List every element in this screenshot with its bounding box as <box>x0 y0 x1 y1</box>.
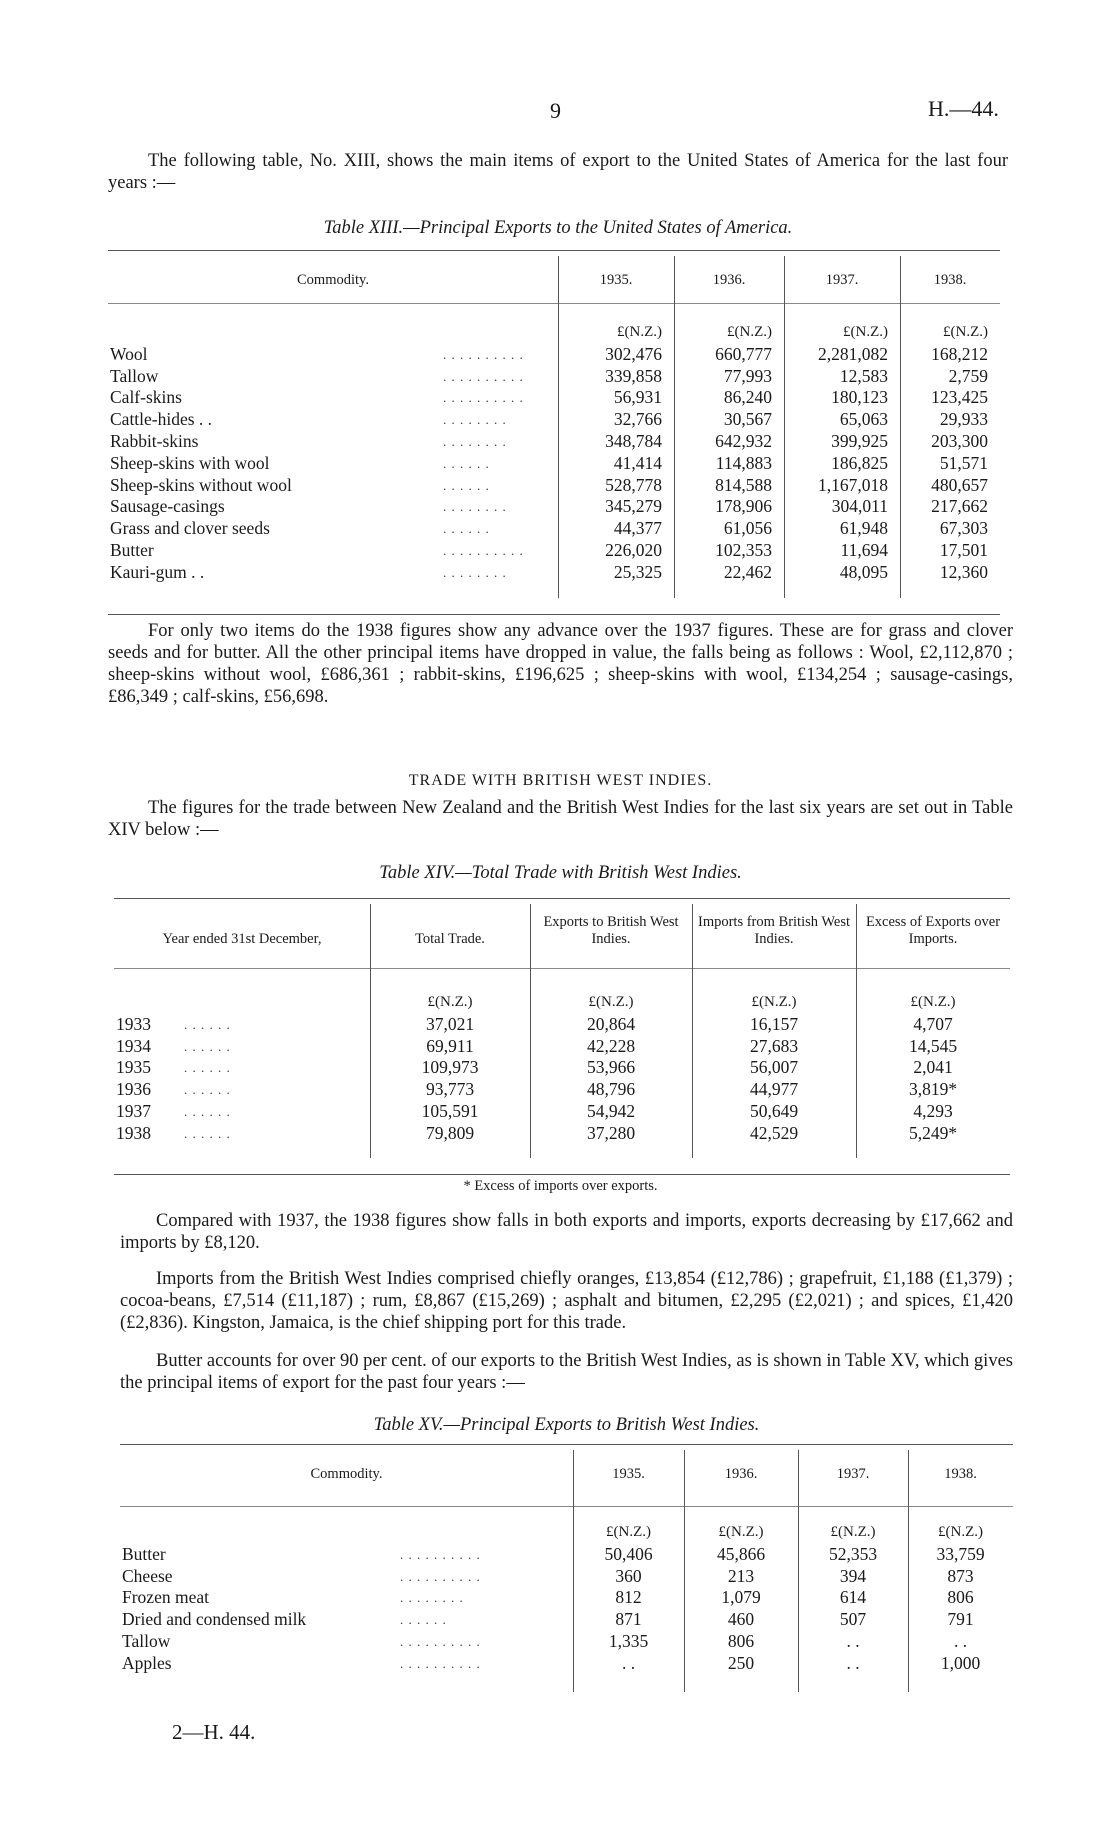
commodity-name: Calf-skins <box>110 387 182 408</box>
commodity-name: Cattle-hides . . <box>110 409 213 430</box>
value-cell: 109,973 <box>421 1057 479 1078</box>
commodity-name: Butter <box>122 1543 166 1564</box>
leader-dots: . . . . . . . . . . <box>443 390 524 406</box>
year-cell: 1933 <box>116 1013 151 1034</box>
leader-dots: . . . . . . . . <box>443 433 507 449</box>
table-row <box>120 1609 1013 1631</box>
table-row <box>114 992 1010 1014</box>
leader-dots: . . . . . . <box>184 1082 231 1098</box>
value-cell: 2,759 <box>948 365 988 386</box>
unit-label: £(N.Z.) <box>843 324 888 340</box>
unit-label: £(N.Z.) <box>751 994 797 1010</box>
year-cell: 1936 <box>116 1079 151 1100</box>
commodity-name: Frozen meat <box>122 1587 209 1608</box>
value-cell: 250 <box>727 1652 755 1673</box>
table-xiii-col-1938: 1938. <box>933 272 967 288</box>
value-cell: . . <box>846 1630 860 1651</box>
value-cell: 507 <box>839 1609 867 1630</box>
value-cell: 102,353 <box>715 539 772 560</box>
value-cell: 1,167,018 <box>818 474 888 495</box>
table-row <box>120 1631 1013 1653</box>
value-cell: 27,683 <box>749 1035 799 1056</box>
value-cell: 86,240 <box>723 387 772 408</box>
document-reference: H.—44. <box>928 96 999 121</box>
leader-dots: . . . . . . . . . . <box>400 1568 481 1584</box>
leader-dots: . . . . . . . . <box>400 1590 464 1606</box>
table-row <box>114 1036 1010 1058</box>
value-cell: 77,993 <box>723 365 772 386</box>
leader-dots: . . . . . . <box>184 1125 231 1141</box>
unit-label: £(N.Z.) <box>938 1524 983 1540</box>
table-xv-col-1938: 1938. <box>944 1466 977 1482</box>
value-cell: 304,011 <box>831 496 888 517</box>
value-cell: 178,906 <box>715 496 772 517</box>
value-cell: 2,041 <box>913 1057 953 1078</box>
value-cell: 4,707 <box>913 1013 953 1034</box>
value-cell: . . <box>953 1630 968 1651</box>
table-row <box>108 431 1000 453</box>
value-cell: 806 <box>727 1630 755 1651</box>
table-xiii-commentary: For only two items do the 1938 figures show any advance over the 1937 figures. These are for grass and clover seeds and for butter. All the other principal items have dropped in value, the falls being as follows : Wool, £2,112,870 ; sheep-skins without wool, £686,361 ; rabbit-skins, £196,625 ; sheep-skins with wool, £134,254 ; sausage-casings, £86,349 ; calf-skins, £56,698. <box>108 621 1013 707</box>
unit-label: £(N.Z.) <box>910 994 956 1010</box>
value-cell: 69,911 <box>426 1035 474 1056</box>
table-xiii-caption: Table XIII.—Principal Exports to the United States of America. <box>323 218 793 238</box>
value-cell: 806 <box>947 1587 974 1608</box>
value-cell: 65,063 <box>839 409 888 430</box>
leader-dots: . . . . . . . . . . <box>400 1633 481 1649</box>
value-cell: 203,300 <box>931 430 988 451</box>
value-cell: 123,425 <box>931 387 988 408</box>
value-cell: 12,583 <box>839 365 888 386</box>
leader-dots: . . . . . . <box>184 1038 231 1054</box>
value-cell: 51,571 <box>939 452 988 473</box>
table-xiv-col-imports: Imports from British West Indies. <box>697 914 851 947</box>
commodity-name: Rabbit-skins <box>110 430 199 451</box>
value-cell: 791 <box>947 1609 974 1630</box>
table-row <box>108 518 1000 540</box>
table-row <box>114 1014 1010 1036</box>
unit-label: £(N.Z.) <box>588 994 634 1010</box>
commodity-name: Sheep-skins without wool <box>110 474 292 495</box>
value-cell: 302,476 <box>605 343 662 364</box>
value-cell: 4,293 <box>913 1100 953 1121</box>
value-cell: 17,501 <box>939 539 988 560</box>
table-xv-header-rule <box>120 1506 1013 1507</box>
leader-dots: . . . . . . . . . . <box>443 368 524 384</box>
table-xiii-col-1936: 1936. <box>712 272 746 288</box>
leader-dots: . . . . . . <box>443 521 490 537</box>
commodity-name: Grass and clover seeds <box>110 518 270 539</box>
table-row <box>108 344 1000 366</box>
table-row <box>108 540 1000 562</box>
leader-dots: . . . . . . <box>184 1060 231 1076</box>
table-xiv-bottom-rule <box>114 1174 1010 1175</box>
table-row <box>108 409 1000 431</box>
imports-paragraph: Imports from the British West Indies comprised chiefly oranges, £13,854 (£12,786) ; grapefruit, £1,188 (£1,379) ; cocoa-beans, £7,514 (£11,187) ; rum, £8,867 (£15,269) ; asphalt and bitumen, £2,295 (£2,021) ; and spices, £1,420 (£2,836). Kingston, Jamaica, is the chief shipping port for this trade. <box>120 1269 1013 1333</box>
table-xiii-body <box>108 322 1000 584</box>
value-cell: 528,778 <box>605 474 662 495</box>
value-cell: 213 <box>727 1565 755 1586</box>
value-cell: 44,377 <box>613 518 662 539</box>
value-cell: 33,759 <box>936 1543 985 1564</box>
value-cell: 48,796 <box>586 1079 636 1100</box>
value-cell: 660,777 <box>715 343 772 364</box>
table-row <box>114 1057 1010 1079</box>
value-cell: 1,000 <box>940 1652 981 1673</box>
value-cell: 61,056 <box>723 518 772 539</box>
table-xiii-col-1935: 1935. <box>599 272 633 288</box>
table-xiv-col-total: Total Trade. <box>415 931 485 947</box>
value-cell: 642,932 <box>715 430 772 451</box>
leader-dots: . . . . . . . . . . <box>400 1546 481 1562</box>
value-cell: 42,529 <box>749 1122 799 1143</box>
page-signature: 2—H. 44. <box>172 1720 256 1744</box>
value-cell: 37,021 <box>425 1013 475 1034</box>
unit-label: £(N.Z.) <box>617 324 662 340</box>
year-cell: 1938 <box>116 1122 151 1143</box>
value-cell: 16,157 <box>749 1013 799 1034</box>
value-cell: 114,883 <box>715 452 772 473</box>
year-cell: 1937 <box>116 1100 151 1121</box>
value-cell: 814,588 <box>715 474 772 495</box>
value-cell: . . <box>846 1652 860 1673</box>
value-cell: 56,007 <box>749 1057 799 1078</box>
value-cell: 25,325 <box>613 561 662 582</box>
table-row <box>120 1587 1013 1609</box>
value-cell: 14,545 <box>908 1035 958 1056</box>
leader-dots: . . . . . . <box>400 1612 447 1628</box>
value-cell: 93,773 <box>425 1079 475 1100</box>
commodity-name: Kauri-gum . . <box>110 561 205 582</box>
table-xv-col-1935: 1935. <box>612 1466 645 1482</box>
value-cell: 460 <box>727 1609 755 1630</box>
table-xiv-col-year: Year ended 31st December, <box>162 931 322 947</box>
year-cell: 1935 <box>116 1057 151 1078</box>
commodity-name: Sheep-skins with wool <box>110 452 270 473</box>
commodity-name: Apples <box>122 1652 172 1673</box>
unit-label: £(N.Z.) <box>606 1524 651 1540</box>
commodity-name: Dried and condensed milk <box>122 1609 307 1630</box>
table-row <box>120 1544 1013 1566</box>
unit-label: £(N.Z.) <box>718 1524 764 1540</box>
value-cell: 2,281,082 <box>818 343 888 364</box>
table-row <box>108 366 1000 388</box>
leader-dots: . . . . . . . . <box>443 412 507 428</box>
table-xiv-body <box>114 992 1010 1145</box>
commodity-name: Sausage-casings <box>110 496 225 517</box>
leader-dots: . . . . . . . . . . <box>400 1655 481 1671</box>
unit-label: £(N.Z.) <box>427 994 473 1010</box>
value-cell: 345,279 <box>605 496 662 517</box>
value-cell: 348,784 <box>605 430 662 451</box>
value-cell: 3,819* <box>908 1079 958 1100</box>
table-row <box>114 1101 1010 1123</box>
value-cell: 226,020 <box>605 539 662 560</box>
leader-dots: . . . . . . . . <box>443 499 507 515</box>
value-cell: 30,567 <box>723 409 772 430</box>
value-cell: 53,966 <box>586 1057 636 1078</box>
table-xiv-footnote: * Excess of imports over exports. <box>463 1178 658 1194</box>
butter-paragraph: Butter accounts for over 90 per cent. of our exports to the British West Indies, as is shown in Table XV, which gives the principal items of export for the past four years :— <box>120 1351 1013 1393</box>
value-cell: 22,462 <box>723 561 772 582</box>
table-row <box>108 387 1000 409</box>
value-cell: 56,931 <box>613 387 662 408</box>
value-cell: 1,079 <box>721 1587 761 1608</box>
value-cell: 168,212 <box>931 343 988 364</box>
unit-label: £(N.Z.) <box>830 1524 876 1540</box>
value-cell: . . <box>621 1652 636 1673</box>
value-cell: 37,280 <box>586 1122 636 1143</box>
value-cell: 61,948 <box>839 518 888 539</box>
year-cell: 1934 <box>116 1035 151 1056</box>
value-cell: 399,925 <box>831 430 888 451</box>
value-cell: 29,933 <box>939 409 988 430</box>
value-cell: 50,406 <box>604 1543 653 1564</box>
table-xiii-col-commodity: Commodity. <box>297 272 369 288</box>
table-row <box>108 496 1000 518</box>
table-xiii-col-1937: 1937. <box>825 272 859 288</box>
value-cell: 1,335 <box>608 1630 649 1651</box>
table-row <box>120 1653 1013 1675</box>
table-xiv-caption: Table XIV.—Total Trade with British West Indies. <box>379 863 742 883</box>
comparison-paragraph: Compared with 1937, the 1938 figures show falls in both exports and imports, exports decreasing by £17,662 and imports by £8,120. <box>120 1211 1013 1253</box>
value-cell: 5,249* <box>908 1122 958 1143</box>
value-cell: 873 <box>947 1565 974 1586</box>
value-cell: 48,095 <box>839 561 888 582</box>
value-cell: 105,591 <box>421 1100 479 1121</box>
value-cell: 45,866 <box>716 1543 766 1564</box>
table-row <box>120 1522 1013 1544</box>
value-cell: 812 <box>615 1587 642 1608</box>
commodity-name: Cheese <box>122 1565 173 1586</box>
value-cell: 41,414 <box>613 452 662 473</box>
page-number: 9 <box>550 98 561 123</box>
value-cell: 339,858 <box>605 365 662 386</box>
value-cell: 44,977 <box>749 1079 799 1100</box>
table-xiii-top-rule <box>108 250 1000 251</box>
value-cell: 394 <box>839 1565 867 1586</box>
table-row <box>108 322 1000 344</box>
value-cell: 50,649 <box>749 1100 799 1121</box>
table-xiv-col-exports: Exports to British West Indies. <box>543 914 679 947</box>
table-row <box>108 453 1000 475</box>
section-heading: TRADE WITH BRITISH WEST INDIES. <box>408 772 713 789</box>
commodity-name: Tallow <box>122 1630 171 1651</box>
table-xiv-top-rule <box>114 898 1010 899</box>
value-cell: 52,353 <box>828 1543 878 1564</box>
leader-dots: . . . . . . <box>184 1103 231 1119</box>
table-xv-top-rule <box>120 1444 1013 1445</box>
value-cell: 360 <box>615 1565 642 1586</box>
leader-dots: . . . . . . <box>443 455 490 471</box>
commodity-name: Tallow <box>110 365 159 386</box>
table-xiv-col-excess: Excess of Exports over Imports. <box>865 914 1001 947</box>
value-cell: 54,942 <box>586 1100 636 1121</box>
leader-dots: . . . . . . . . . . <box>443 346 524 362</box>
table-row <box>108 475 1000 497</box>
value-cell: 614 <box>839 1587 867 1608</box>
value-cell: 67,303 <box>939 518 988 539</box>
value-cell: 32,766 <box>613 409 662 430</box>
unit-label: £(N.Z.) <box>943 324 988 340</box>
value-cell: 20,864 <box>586 1013 636 1034</box>
unit-label: £(N.Z.) <box>727 324 772 340</box>
table-xiii-header-rule <box>108 303 1000 304</box>
leader-dots: . . . . . . <box>443 477 490 493</box>
value-cell: 186,825 <box>831 452 888 473</box>
table-xiv-intro: The figures for the trade between New Zealand and the British West Indies for the last six years are set out in Table XIV below :— <box>108 798 1013 840</box>
value-cell: 42,228 <box>586 1035 636 1056</box>
table-row <box>114 1079 1010 1101</box>
value-cell: 217,662 <box>931 496 988 517</box>
table-row <box>114 1123 1010 1145</box>
table-row <box>108 562 1000 584</box>
value-cell: 180,123 <box>831 387 888 408</box>
table-xv-col-1937: 1937. <box>836 1466 870 1482</box>
commodity-name: Wool <box>110 343 148 364</box>
commodity-name: Butter <box>110 539 154 560</box>
table-xv-col-commodity: Commodity. <box>310 1466 383 1482</box>
table-xv-caption: Table XV.—Principal Exports to British West Indies. <box>373 1415 760 1435</box>
table-xv-col-1936: 1936. <box>724 1466 758 1482</box>
table-xiv-header-rule <box>114 968 1010 969</box>
leader-dots: . . . . . . . . . . <box>443 542 524 558</box>
table-xv-body <box>120 1522 1013 1675</box>
value-cell: 12,360 <box>939 561 988 582</box>
value-cell: 79,809 <box>425 1122 475 1143</box>
value-cell: 871 <box>615 1609 642 1630</box>
table-xiii-intro: The following table, No. XIII, shows the main items of export to the United States of America for the last four years :— <box>108 151 1008 193</box>
table-row <box>120 1566 1013 1588</box>
leader-dots: . . . . . . <box>184 1016 231 1032</box>
value-cell: 11,694 <box>840 539 888 560</box>
table-xiii-bottom-rule <box>108 614 1000 615</box>
value-cell: 480,657 <box>931 474 988 495</box>
leader-dots: . . . . . . . . <box>443 564 507 580</box>
